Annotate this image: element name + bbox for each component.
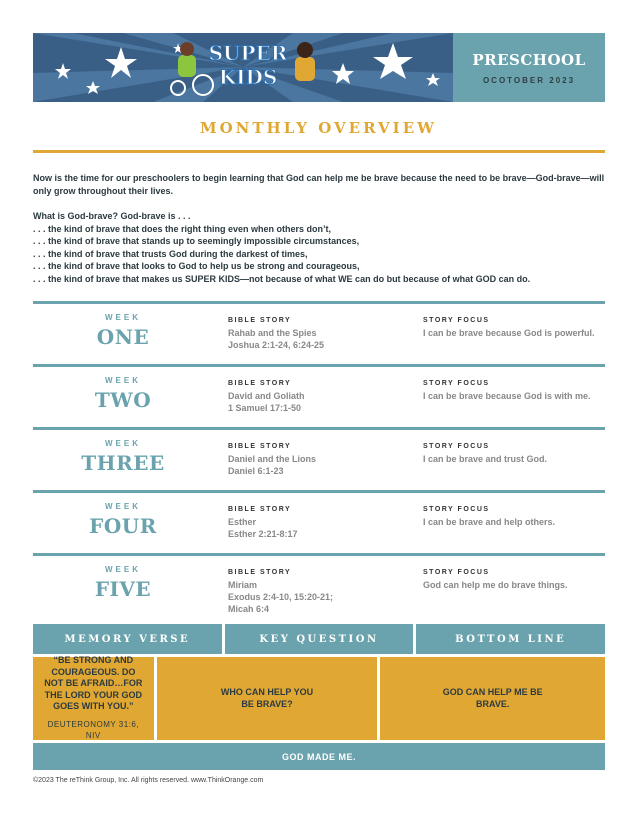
bible-story-reference: Joshua 2:1-24, 6:24-25 [228,340,325,350]
week-label: WEEK [105,502,141,511]
bottom-line-cell [380,657,605,740]
super-kids-logo: SUPER KIDS [208,41,288,89]
story-focus-cell [423,317,598,339]
brave-line: . . . the kind of brave that does the right thing even when others don’t, [33,223,332,234]
bible-story-title: David and Goliath [228,391,305,401]
copyright-footer: ©2023 The reThink Group, Inc. All rights reserved. www.ThinkOrange.com [33,777,264,784]
header-banner [33,33,605,102]
bottom-line-text: GOD CAN HELP ME BE BRAVE. [442,687,543,709]
story-focus-cell [423,443,598,465]
intro-section [33,172,605,285]
story-focus-label: STORY FOCUS [423,506,490,513]
story-focus-text: I can be brave and help others. [423,517,556,527]
brave-line: . . . the kind of brave that trusts God during the darkest of times, [33,248,308,259]
week-number: ONE [96,325,150,349]
story-focus-cell [423,506,598,528]
memory-verse-heading: MEMORY VERSE [33,624,222,654]
memory-verse-reference: DEUTERONOMY 31:6, NIV [47,719,140,741]
week-row [33,427,605,490]
bible-story-label: BIBLE STORY [228,317,292,324]
brave-line: . . . the kind of brave that looks to God to help us be strong and courageous, [33,261,360,271]
brave-line: . . . the kind of brave that stands up to seemingly impossible circumstances, [33,236,360,246]
bible-story-label: BIBLE STORY [228,443,292,450]
week-number: THREE [81,451,165,475]
story-focus-text: I can be brave because God is with me. [423,391,591,401]
super-kids-banner-art [33,33,453,102]
question-line: What is God-brave? God-brave is . . . [33,211,191,221]
bible-story-title: Rahab and the Spies [228,328,317,338]
memory-verse-cell [33,657,154,740]
story-focus-label: STORY FOCUS [423,569,490,576]
page-title: MONTHLY OVERVIEW [200,119,437,137]
story-focus-label: STORY FOCUS [423,317,490,324]
week-heading [33,565,213,601]
story-focus-text: God can help me do brave things. [423,580,568,590]
bible-story-title: Daniel and the Lions [228,454,317,464]
weeks-table [33,301,605,613]
week-row [33,490,605,553]
week-label: WEEK [105,439,141,448]
basic-truth-bar: GOD MADE ME. [33,743,605,770]
summary-grid [33,624,605,770]
week-heading [33,376,213,412]
week-number: FOUR [89,514,157,538]
week-label: WEEK [105,376,141,385]
week-label: WEEK [105,565,141,574]
divider [33,150,605,153]
week-heading [33,502,213,538]
week-heading [33,439,213,475]
bible-story-cell [228,380,408,414]
level-title: PRESCHOOL [472,50,586,69]
bible-story-label: BIBLE STORY [228,506,292,513]
bible-story-cell [228,506,408,540]
bible-story-reference: Exodus 2:4-10, 15:20-21; Micah 6:4 [228,592,334,614]
summary-headings [33,624,605,654]
week-label: WEEK [105,313,141,322]
bible-story-reference: 1 Samuel 17:1-50 [228,403,302,413]
week-heading [33,313,213,349]
story-focus-text: I can be brave and trust God. [423,454,548,464]
bible-story-label: BIBLE STORY [228,569,292,576]
intro-paragraph: Now is the time for our preschoolers to begin learning that God can help me be brave because the need to be brave—God-brave—will only grow throughout their lives. [33,173,605,196]
bible-story-title: Miriam [228,580,258,590]
brave-line: . . . the kind of brave that makes us SUPER KIDS—not because of what WE can do but because of what GOD can do. [33,273,531,284]
bottom-line-heading: BOTTOM LINE [416,624,605,654]
level-panel [453,33,605,102]
bible-story-cell [228,317,408,351]
story-focus-cell [423,569,598,591]
bible-story-cell [228,443,408,477]
story-focus-text: I can be brave because God is powerful. [423,328,595,338]
story-focus-label: STORY FOCUS [423,380,490,387]
week-row [33,301,605,364]
story-focus-cell [423,380,598,402]
story-focus-label: STORY FOCUS [423,443,490,450]
month-label: OCOTOBER 2023 [482,75,576,85]
bible-story-title: Esther [228,517,257,527]
key-question-text: WHO CAN HELP YOU BE BRAVE? [220,687,314,709]
week-row [33,553,605,613]
summary-cells [33,657,605,740]
week-row [33,364,605,427]
key-question-heading: KEY QUESTION [225,624,414,654]
week-number: FIVE [94,577,152,601]
memory-verse-text: “BE STRONG AND COURAGEOUS. DO NOT BE AFRAID…FOR THE LORD YOUR GOD GOES WITH YOU.” [44,655,143,712]
bible-story-reference: Daniel 6:1-23 [228,466,284,476]
bible-story-label: BIBLE STORY [228,380,292,387]
week-number: TWO [94,388,152,412]
bible-story-cell [228,569,408,615]
key-question-cell [157,657,378,740]
bible-story-reference: Esther 2:21-8:17 [228,529,298,539]
